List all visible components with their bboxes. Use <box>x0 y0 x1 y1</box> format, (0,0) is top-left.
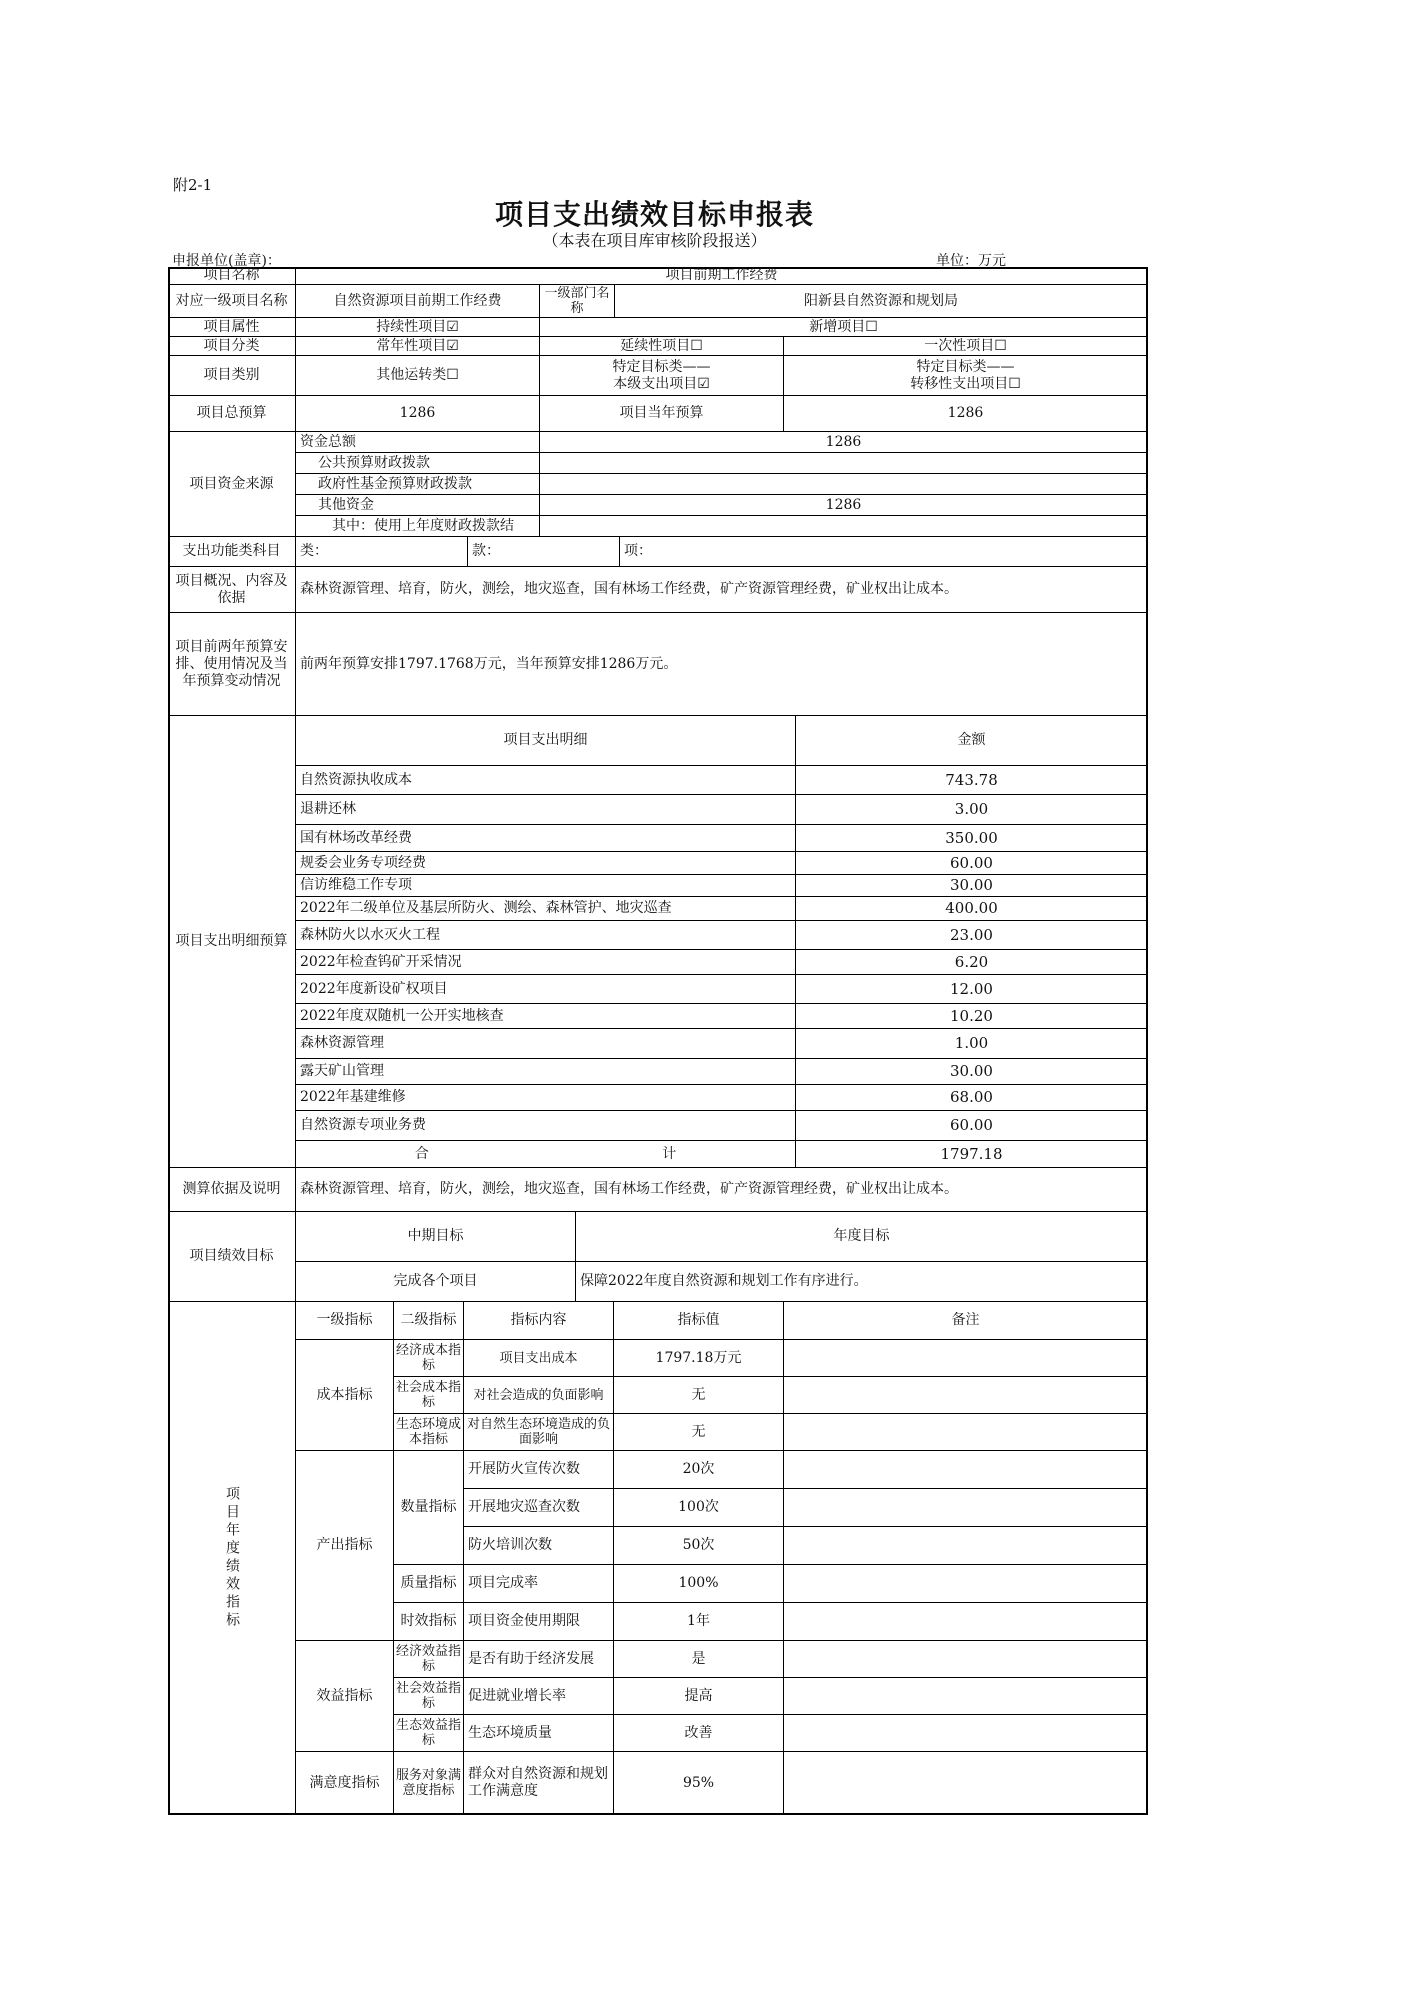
benefit-content: 促进就业增长率 <box>464 1678 614 1715</box>
detail-item-name: 2022年检查钨矿开采情况 <box>296 950 796 975</box>
attr-new: 新增项目☐ <box>540 318 1148 337</box>
detail-item-name: 国有林场改革经费 <box>296 825 796 852</box>
quantity-content: 开展地灾巡查次数 <box>464 1489 614 1527</box>
quantity-note <box>784 1527 1148 1565</box>
type-transfer <box>784 356 1148 396</box>
class-label: 项目分类 <box>168 337 296 356</box>
quantity-note <box>784 1489 1148 1527</box>
benefit-content: 是否有助于经济发展 <box>464 1641 614 1678</box>
detail-item-name: 自然资源执收成本 <box>296 766 796 795</box>
class-regular: 常年性项目☑ <box>296 337 540 356</box>
cost-note <box>784 1414 1148 1451</box>
prior-years-label: 项目前两年预算安排、使用情况及当年预算变动情况 <box>168 613 296 716</box>
detail-item-amount: 60.00 <box>796 1111 1148 1141</box>
detail-item-name: 2022年度新设矿权项目 <box>296 975 796 1004</box>
details-header-item: 项目支出明细 <box>296 716 796 766</box>
details-total-value: 1797.18 <box>796 1141 1148 1168</box>
detail-item-amount: 400.00 <box>796 897 1148 921</box>
overview-label: 项目概况、内容及依据 <box>168 567 296 613</box>
current-budget-value: 1286 <box>784 396 1148 432</box>
detail-item-amount: 743.78 <box>796 766 1148 795</box>
cost-value: 无 <box>614 1377 784 1414</box>
type-special-line-2: 本级支出项目☑ <box>613 375 710 392</box>
project-name-label: 项目名称 <box>168 267 296 285</box>
quantity-value: 100次 <box>614 1489 784 1527</box>
detail-item-amount: 1.00 <box>796 1029 1148 1059</box>
time-indicator-label: 时效指标 <box>394 1603 464 1641</box>
satisfaction-content: 群众对自然资源和规划工作满意度 <box>464 1752 614 1815</box>
quantity-value: 20次 <box>614 1451 784 1489</box>
detail-item-name: 2022年二级单位及基层所防火、测绘、森林管护、地灾巡查 <box>296 897 796 921</box>
type-special-line-1: 特定目标类—— <box>612 358 711 375</box>
funding-row-name: 资金总额 <box>296 432 540 453</box>
cost-l2: 社会成本指标 <box>394 1377 464 1414</box>
quantity-note <box>784 1451 1148 1489</box>
details-total-label <box>296 1141 796 1168</box>
goals-annual-header: 年度目标 <box>576 1212 1148 1262</box>
func-subject-xiang: 项： <box>620 537 1148 567</box>
benefit-indicator-label: 效益指标 <box>296 1641 394 1752</box>
ind-header-note: 备注 <box>784 1302 1148 1340</box>
project-name-value: 项目前期工作经费 <box>296 267 1148 285</box>
cost-l2: 生态环境成本指标 <box>394 1414 464 1451</box>
unit-label: 单位：万元 <box>936 253 1006 269</box>
annex-label: 附2-1 <box>173 176 213 194</box>
attr-continuing: 持续性项目☑ <box>296 318 540 337</box>
benefit-note <box>784 1641 1148 1678</box>
details-header-amount: 金额 <box>796 716 1148 766</box>
satisfaction-indicator-label: 满意度指标 <box>296 1752 394 1815</box>
ind-header-level1: 一级指标 <box>296 1302 394 1340</box>
ind-header-content: 指标内容 <box>464 1302 614 1340</box>
detail-item-amount: 12.00 <box>796 975 1148 1004</box>
funding-row-value <box>540 453 1148 474</box>
detail-item-name: 2022年基建维修 <box>296 1085 796 1111</box>
cost-value: 1797.18万元 <box>614 1340 784 1377</box>
satisfaction-value: 95% <box>614 1752 784 1815</box>
funding-row-value <box>540 474 1148 495</box>
detail-item-name: 规委会业务专项经费 <box>296 852 796 875</box>
detail-item-name: 退耕还林 <box>296 795 796 825</box>
benefit-value: 提高 <box>614 1678 784 1715</box>
class-once: 一次性项目☐ <box>784 337 1148 356</box>
attr-label: 项目属性 <box>168 318 296 337</box>
detail-item-amount: 23.00 <box>796 921 1148 950</box>
level1-label: 对应一级项目名称 <box>168 285 296 318</box>
quantity-indicator-label: 数量指标 <box>394 1451 464 1565</box>
cost-indicator-label: 成本指标 <box>296 1340 394 1451</box>
type-label: 项目类别 <box>168 356 296 396</box>
performance-form-table <box>168 267 1148 1815</box>
goals-annual-value: 保障2022年度自然资源和规划工作有序进行。 <box>576 1262 1148 1302</box>
funding-row-name: 政府性基金预算财政拨款 <box>296 474 540 495</box>
details-total-he: 合 <box>414 1145 429 1162</box>
time-content: 项目资金使用期限 <box>464 1603 614 1641</box>
quality-note <box>784 1565 1148 1603</box>
goals-mid-header: 中期目标 <box>296 1212 576 1262</box>
cost-value: 无 <box>614 1414 784 1451</box>
func-subject-lei: 类： <box>296 537 468 567</box>
overview-text: 森林资源管理、培育，防火，测绘，地灾巡查，国有林场工作经费，矿产资源管理经费，矿业权出让成本。 <box>296 567 1148 613</box>
details-total-ji: 计 <box>662 1145 677 1162</box>
goals-mid-value: 完成各个项目 <box>296 1262 576 1302</box>
ind-header-level2: 二级指标 <box>394 1302 464 1340</box>
detail-item-amount: 6.20 <box>796 950 1148 975</box>
quantity-content: 开展防火宣传次数 <box>464 1451 614 1489</box>
detail-item-name: 自然资源专项业务费 <box>296 1111 796 1141</box>
cost-content: 对自然生态环境造成的负面影响 <box>464 1414 614 1451</box>
type-transfer-line-2: 转移性支出项目☐ <box>910 375 1021 392</box>
funding-row-name: 公共预算财政拨款 <box>296 453 540 474</box>
type-transfer-line-1: 特定目标类—— <box>916 358 1015 375</box>
ind-header-value: 指标值 <box>614 1302 784 1340</box>
detail-item-name: 信访维稳工作专项 <box>296 875 796 897</box>
benefit-note <box>784 1715 1148 1752</box>
benefit-note <box>784 1678 1148 1715</box>
cost-l2: 经济成本指标 <box>394 1340 464 1377</box>
cost-content: 对社会造成的负面影响 <box>464 1377 614 1414</box>
benefit-value: 改善 <box>614 1715 784 1752</box>
goals-label: 项目绩效目标 <box>168 1212 296 1302</box>
time-note <box>784 1603 1148 1641</box>
page-title: 项目支出绩效目标申报表 <box>494 198 814 231</box>
basis-text: 森林资源管理、培育，防火，测绘，地灾巡查，国有林场工作经费，矿产资源管理经费，矿业权出让成本。 <box>296 1168 1148 1212</box>
detail-item-amount: 3.00 <box>796 795 1148 825</box>
current-budget-label: 项目当年预算 <box>540 396 784 432</box>
class-extended: 延续性项目☐ <box>540 337 784 356</box>
type-special <box>540 356 784 396</box>
quality-indicator-label: 质量指标 <box>394 1565 464 1603</box>
func-subject-label: 支出功能类科目 <box>168 537 296 567</box>
quantity-value: 50次 <box>614 1527 784 1565</box>
cost-note <box>784 1377 1148 1414</box>
funding-row-value: 1286 <box>540 495 1148 516</box>
details-label: 项目支出明细预算 <box>168 716 296 1168</box>
detail-item-amount: 30.00 <box>796 1059 1148 1085</box>
detail-item-name: 露天矿山管理 <box>296 1059 796 1085</box>
funding-row-value: 1286 <box>540 432 1148 453</box>
total-budget-label: 项目总预算 <box>168 396 296 432</box>
detail-item-amount: 60.00 <box>796 852 1148 875</box>
satisfaction-note <box>784 1752 1148 1815</box>
cost-note <box>784 1340 1148 1377</box>
quality-content: 项目完成率 <box>464 1565 614 1603</box>
benefit-l2: 社会效益指标 <box>394 1678 464 1715</box>
total-budget-value: 1286 <box>296 396 540 432</box>
quantity-content: 防火培训次数 <box>464 1527 614 1565</box>
benefit-content: 生态环境质量 <box>464 1715 614 1752</box>
benefit-l2: 经济效益指标 <box>394 1641 464 1678</box>
funding-row-value <box>540 516 1148 537</box>
dept-label: 一级部门名称 <box>540 285 615 318</box>
basis-label: 测算依据及说明 <box>168 1168 296 1212</box>
time-value: 1年 <box>614 1603 784 1641</box>
detail-item-amount: 10.20 <box>796 1004 1148 1029</box>
type-other: 其他运转类☐ <box>296 356 540 396</box>
quality-value: 100% <box>614 1565 784 1603</box>
dept-value: 阳新县自然资源和规划局 <box>615 285 1148 318</box>
applicant-label: 申报单位(盖章)： <box>172 253 281 269</box>
funding-row-name: 其中：使用上年度财政拨款结 <box>296 516 540 537</box>
funding-row-name: 其他资金 <box>296 495 540 516</box>
indicators-label: 项目年度绩效指标 <box>168 1302 296 1815</box>
detail-item-amount: 68.00 <box>796 1085 1148 1111</box>
prior-years-text: 前两年预算安排1797.1768万元，当年预算安排1286万元。 <box>296 613 1148 716</box>
detail-item-name: 森林资源管理 <box>296 1029 796 1059</box>
func-subject-kuan: 款： <box>468 537 620 567</box>
detail-item-amount: 350.00 <box>796 825 1148 852</box>
detail-item-name: 森林防火以水灭火工程 <box>296 921 796 950</box>
funding-label: 项目资金来源 <box>168 432 296 537</box>
detail-item-name: 2022年度双随机一公开实地核查 <box>296 1004 796 1029</box>
satisfaction-l2: 服务对象满意度指标 <box>394 1752 464 1815</box>
cost-content: 项目支出成本 <box>464 1340 614 1377</box>
page-subtitle: （本表在项目库审核阶段报送） <box>542 231 767 250</box>
output-indicator-label: 产出指标 <box>296 1451 394 1641</box>
benefit-value: 是 <box>614 1641 784 1678</box>
benefit-l2: 生态效益指标 <box>394 1715 464 1752</box>
detail-item-amount: 30.00 <box>796 875 1148 897</box>
level1-value: 自然资源项目前期工作经费 <box>296 285 540 318</box>
